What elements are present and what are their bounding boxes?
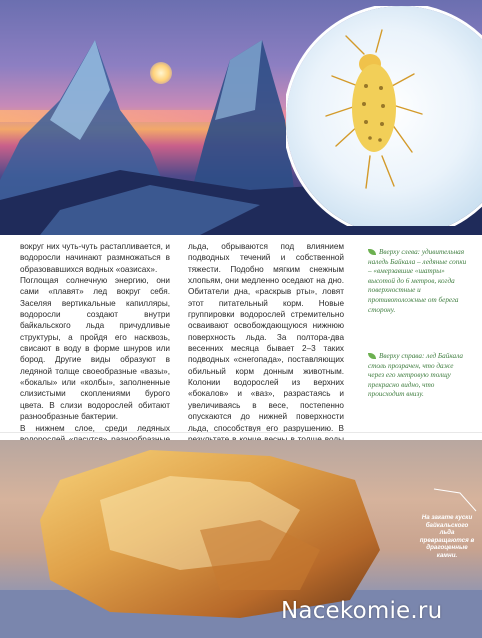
paragraph: В нижнем слое, среди ледяных (20, 423, 170, 433)
watermark: Nacekomie.ru (281, 598, 443, 624)
insect-inset-photo (286, 6, 482, 226)
leaf-icon (368, 353, 376, 359)
caption-bottom-text: Вверху справа: лед Байкала столь прозрачен, что даже через его метровую толщу прекрасно видно, что происходит внизу. (368, 352, 463, 399)
caption-top (368, 248, 468, 315)
caption-top-text: Вверху слева: удивительная наледь Байкала – ледяные сопки – «вмерзавшие «шатры» высотой до 6 метров, когда поверхностные и противоположные от берега сторону. (368, 248, 467, 314)
leaf-icon (368, 249, 376, 255)
caption-arrow-icon (430, 487, 478, 513)
divider (0, 432, 482, 433)
paragraph: льда, обрываются под влиянием подводных течений и собственной тяжести. Подобно мягким снежным хлопьям, они медленно оседают на дно. Обитатели дна, «раскрыв рты», ловят этот питательный корм. Новые группировки водорослей стремительно осваивают освобождающуюся нижнюю поверхность льда. За полтора-два весенних месяца бывает 2–3 таких подводных «снегопада», поставляющих обильный корм донным животным. Колонии водорослей из верхних «бокалов» и «ваз», разрастаясь и увеличиваясь в весе, постепенно опускаются до нижней поверхности льда, способствуя его разрушению. В (188, 242, 344, 433)
springtail-insect-icon (286, 6, 482, 226)
paragraph: Поглощая солнечную энергию, они сами «плавят» лед вокруг себя. Заселяя вертикальные капилляры, водоросли создают внутри байкальского льда причудливые структуры, а пройдя его насквозь, свисают в воду в форме шнуров или бород. Другие виды образуют в ледяной толще своеобразные «вазы», «бокалы» или «колбы», заполненные слизистыми скоплениями бурого цвета. В слизи водорослей обитают разнообразные бактерии. (20, 276, 170, 422)
bottom-photo-caption: На закате куски байкальского льда превращаются в драгоценные камни. (419, 514, 475, 559)
caption-bottom (368, 352, 468, 400)
paragraph: вокруг них чуть-чуть растапливается, и водоросли начинают размножаться в образовавшихся водных «оазисах». (20, 242, 170, 274)
